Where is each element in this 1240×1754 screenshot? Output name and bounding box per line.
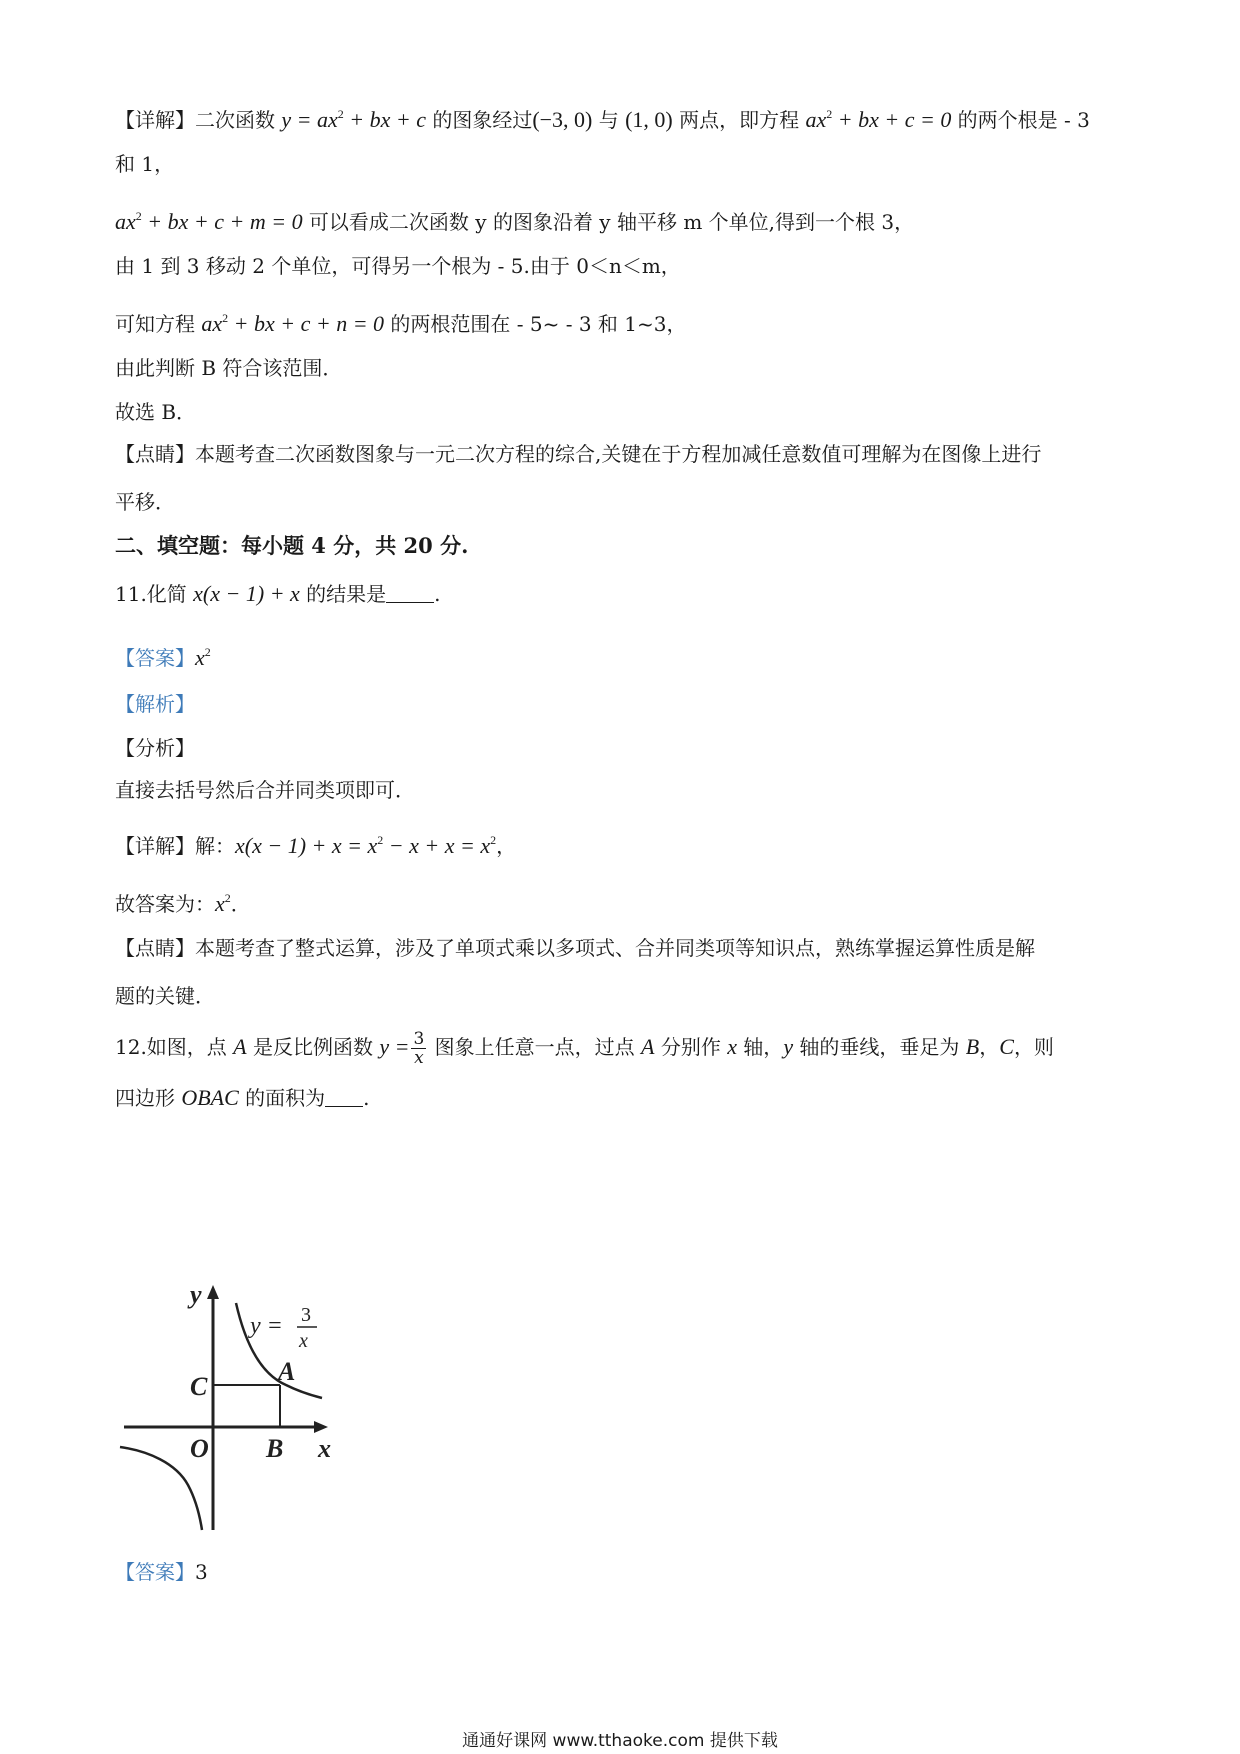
text: 解： (195, 834, 235, 858)
equation-numerator: 3 (301, 1304, 311, 1326)
math-equation-n: $ax^2$ + bx + c + n = 0 (201, 311, 385, 336)
text: 本题考查了整式运算，涉及了单项式乘以多项式、合并同类项等知识点，熟练掌握运算性质是解 (195, 936, 1035, 960)
answer-11 (115, 638, 211, 672)
detail-10-line1 (115, 100, 1090, 134)
math-answer: $x^2$ (215, 891, 231, 916)
text: 四边形 (115, 1086, 182, 1110)
comment-tag: 【点睛】 (115, 442, 195, 466)
judge-line: 由此判断 B 符合该范围． (115, 356, 343, 380)
label-x: x (318, 1434, 331, 1463)
label-y: y (190, 1285, 202, 1309)
answer-blank (386, 584, 434, 603)
answer-12 (115, 1558, 208, 1586)
reciprocal-function-figure (118, 1285, 418, 1535)
text: 轴的垂线，垂足为 (793, 1035, 966, 1059)
text: 11.化简 (115, 582, 194, 606)
detail-tag: 【详解】 (115, 108, 195, 132)
question-11 (115, 580, 441, 608)
text: 可以看成二次函数 y 的图象沿着 y 轴平移 m 个单位,得到一个根 3， (302, 210, 915, 234)
text: 的两根范围在 - 5~ - 3 和 1~3， (384, 312, 687, 336)
text: 二次函数 (195, 108, 282, 132)
move-line: 由 1 到 3 移动 2 个单位，可得另一个根为 - 5.由于 0＜n＜m， (115, 254, 681, 278)
question-12-line1 (115, 1030, 1054, 1067)
shift-line (115, 202, 914, 236)
text: 的面积为 (238, 1086, 326, 1110)
text: 是反比例函数 (246, 1035, 380, 1059)
equation-label: y = (250, 1313, 283, 1339)
text: ． (230, 892, 251, 916)
x-axis-arrow-icon (314, 1421, 328, 1433)
text: . (434, 582, 441, 606)
answer-is-line (115, 884, 251, 918)
analysis-tag: 【解析】 (115, 692, 195, 716)
text: 图象上任意一点，过点 (428, 1035, 642, 1059)
comment-tag: 【点睛】 (115, 936, 195, 960)
text: 分别作 (654, 1035, 728, 1059)
detail-10-line2: 和 1， (115, 152, 175, 176)
detail-11 (115, 826, 516, 860)
fraction-3-over-x: $\frac{3}{x}$ (413, 1029, 425, 1068)
comment-11-line1 (115, 934, 1035, 962)
comment-11-line2: 题的关键． (115, 984, 215, 1008)
section-heading: 二、填空题：每小题 4 分，共 20 分. (115, 533, 469, 558)
math-quadratic: $y = ax^2$ + bx + c (281, 107, 426, 132)
range-line (115, 304, 686, 338)
math-derivation: $x(x - 1) + x = x^2 - x + x = x^2$ (235, 833, 497, 858)
text: 两点，即方程 (672, 108, 806, 132)
label-C: C (190, 1372, 208, 1401)
question-12-line2 (115, 1084, 370, 1112)
math-y: y (783, 1034, 794, 1059)
label-O: O (190, 1434, 209, 1463)
fenxi-tag: 【分析】 (115, 736, 195, 760)
math-B: B (965, 1034, 980, 1059)
answer-tag: 【答案】 (115, 646, 195, 670)
math-A: A (233, 1034, 247, 1059)
answer-tag: 【答案】 (115, 1560, 195, 1584)
answer-value: 3 (195, 1560, 208, 1584)
math-y: y = (379, 1034, 410, 1059)
math-equation: $ax^2$ + bx + c = 0 (805, 107, 952, 132)
math-x: x (727, 1034, 737, 1059)
y-axis-arrow-icon (207, 1285, 219, 1299)
math-C: C (999, 1034, 1014, 1059)
math-answer: $x^2$ (195, 645, 211, 670)
direct-line: 直接去括号然后合并同类项即可． (115, 778, 415, 802)
math-A: A (641, 1034, 655, 1059)
math-point-2: (1, 0) (625, 107, 673, 132)
text: 的图象经过 (425, 108, 533, 132)
text: 故答案为： (115, 892, 215, 916)
comment-10-line2: 平移． (115, 490, 175, 514)
answer-blank (325, 1088, 363, 1107)
footer-source: 通通好课网 www.tthaoke.com 提供下载 (462, 1731, 778, 1751)
text: 的两个根是 - 3 (951, 108, 1090, 132)
comment-10-line1 (115, 440, 1041, 468)
math-expression: x(x − 1) + x (193, 581, 300, 606)
math-point-1: (−3, 0) (532, 107, 593, 132)
text: 与 (592, 108, 626, 132)
text: ，则 (1013, 1035, 1054, 1059)
math-equation-m: $ax^2$ + bx + c + m = 0 (115, 209, 303, 234)
text: 轴， (736, 1035, 784, 1059)
text: 12.如图，点 (115, 1035, 234, 1059)
label-A: A (278, 1357, 296, 1386)
detail-tag: 【详解】 (115, 834, 195, 858)
choose-line: 故选 B． (115, 400, 197, 424)
label-B: B (266, 1434, 284, 1463)
text: ， (496, 834, 517, 858)
text: 可知方程 (115, 312, 202, 336)
text: ， (979, 1035, 1000, 1059)
text: 的结果是 (299, 582, 387, 606)
equation-denominator: x (299, 1330, 308, 1352)
text: 本题考查二次函数图象与一元二次方程的综合,关键在于方程加减任意数值可理解为在图像上进行 (195, 442, 1042, 466)
text: . (363, 1086, 370, 1110)
math-OBAC: OBAC (181, 1085, 239, 1110)
